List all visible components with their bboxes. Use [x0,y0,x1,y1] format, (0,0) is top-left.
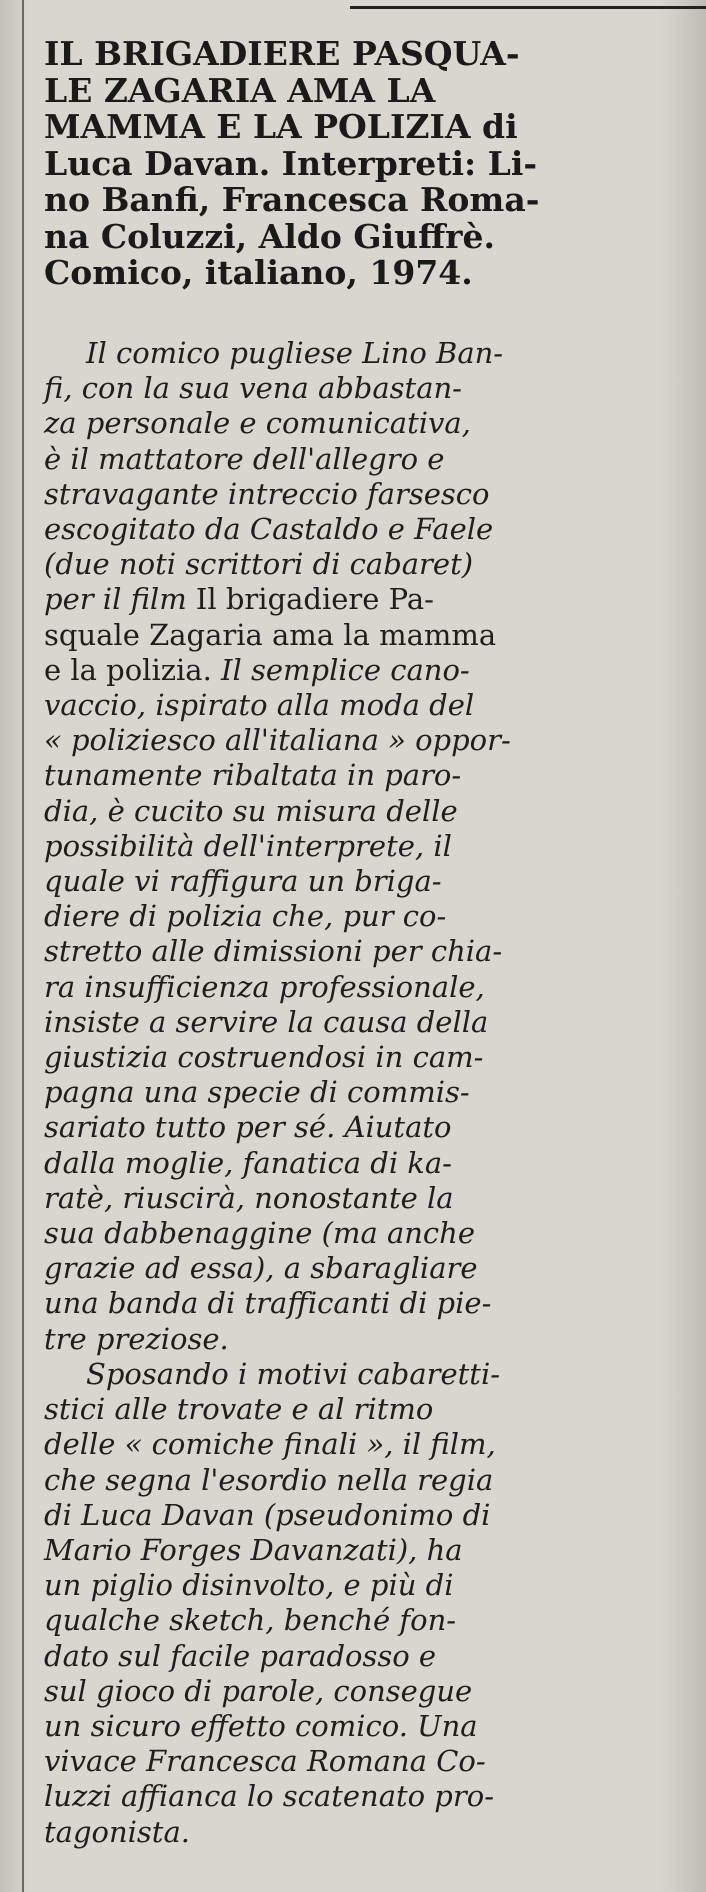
body-line: sariato tutto per sé. Aiutato [44,1110,452,1145]
body-line: diere di polizia che, pur co- [44,899,447,934]
body-line: luzzi affianca lo scatenato pro- [44,1779,494,1814]
left-column-rule [22,0,24,1892]
body-line-italic: Il semplice cano- [221,652,470,687]
body-line [44,653,674,688]
body-line: stravagante intreccio farsesco [44,476,490,511]
body-line: che segna l'esordio nella regia [44,1462,494,1497]
film-title-roman: e la polizia. [44,652,212,687]
body-line: un piglio disinvolto, e più di [44,1568,454,1603]
body-line: stretto alle dimissioni per chia- [44,934,503,969]
body-line: giustizia costruendosi in cam- [44,1040,484,1075]
body-line: fi, con la sua vena abbastan- [44,371,462,406]
headline-line: na Coluzzi, Aldo Giuffrè. [44,216,496,256]
body-line: tre preziose. [44,1321,229,1356]
body-line: stici alle trovate e al ritmo [44,1392,434,1427]
body-line: Sposando i motivi cabaretti- [86,1356,501,1391]
body-line: (due noti scrittori di cabaret) [44,547,474,582]
headline-line: LE ZAGARIA AMA LA [44,70,436,110]
headline-line: Comico, italiano, 1974. [44,253,473,292]
body-line: za personale e comunicativa, [44,406,471,441]
body-line: vivace Francesca Romana Co- [44,1744,486,1779]
body-line: sua dabbenaggine (ma anche [44,1216,476,1251]
body-line: pagna una specie di commis- [44,1075,470,1110]
headline-line: Luca Davan. Interpreti: Li- [44,143,538,183]
body-line: dato sul facile paradosso e [44,1638,437,1673]
body-line: di Luca Davan (pseudonimo di [44,1497,491,1532]
body-line: sul gioco di parole, consegue [44,1673,473,1708]
body-line: vaccio, ispirato alla moda del [44,688,475,723]
body-line: dia, è cucito su misura delle [44,793,458,828]
headline-line: MAMMA E LA POLIZIA di [44,107,518,146]
film-title-roman: Il brigadiere Pa- [195,582,434,617]
body-line: dalla moglie, fanatica di ka- [44,1145,452,1180]
body-line: una banda di trafficanti di pie- [44,1286,492,1321]
body-line: tagonista. [44,1814,190,1849]
body-line: insiste a servire la causa della [44,1004,489,1039]
body-line: ra insufficienza professionale, [44,969,485,1004]
body-line: quale vi raffigura un briga- [44,864,442,899]
body-line: delle « comiche finali », il film, [44,1427,496,1462]
body-line: « poliziesco all'italiana » oppor- [44,723,511,758]
body-line: Mario Forges Davanzati), ha [44,1532,463,1567]
body-line: è il mattatore dell'allegro e [44,441,445,476]
body-line-italic: per il film [44,582,187,617]
body-line: ratè, riuscirà, nonostante la [44,1180,454,1215]
headline-line: IL BRIGADIERE PASQUA- [44,34,520,73]
body-line [44,582,674,617]
top-rule [350,6,706,9]
body-line: tunamente ribaltata in paro- [44,758,462,793]
film-title-roman: squale Zagaria ama la mamma [44,617,497,652]
review-headline [44,36,674,292]
headline-line: no Banfi, Francesca Roma- [44,180,540,219]
body-line: grazie ad essa), a sbaragliare [44,1251,478,1286]
body-line: escogitato da Castaldo e Faele [44,512,494,547]
body-line: possibilità dell'interprete, il [44,828,452,863]
body-line: qualche sketch, benché fon- [44,1603,457,1638]
body-line: un sicuro effetto comico. Una [44,1708,478,1743]
body-line: Il comico pugliese Lino Ban- [86,336,504,370]
review-body [44,336,674,1850]
